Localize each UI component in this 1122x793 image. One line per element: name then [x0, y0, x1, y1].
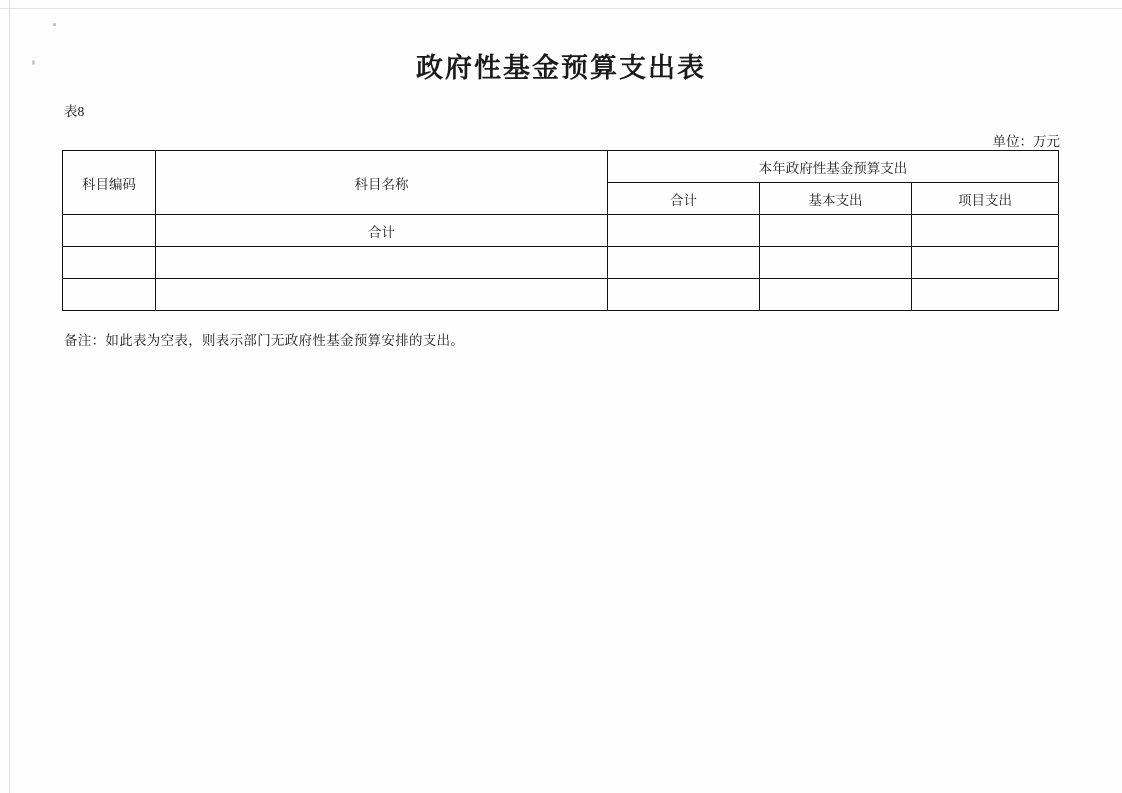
- header-cell-basic: 基本支出: [760, 183, 912, 215]
- scan-speck-icon: [53, 23, 56, 26]
- cell-basic: [760, 247, 912, 279]
- cell-total: [608, 247, 760, 279]
- budget-table: [62, 150, 1059, 311]
- scan-edge-left: [9, 0, 10, 793]
- cell-basic: [760, 279, 912, 311]
- cell-total: [608, 279, 760, 311]
- header-cell-name: 科目名称: [156, 151, 608, 215]
- table-header-row-1: [63, 151, 1059, 183]
- cell-code: [63, 247, 156, 279]
- cell-project: [912, 279, 1059, 311]
- table-footnote: 备注：如此表为空表，则表示部门无政府性基金预算安排的支出。: [64, 333, 465, 348]
- cell-project: [912, 215, 1059, 247]
- cell-code: [63, 279, 156, 311]
- scan-edge-top: [0, 8, 1122, 9]
- budget-table-container: [62, 150, 1058, 311]
- table-row: [63, 215, 1059, 247]
- table-row: [63, 279, 1059, 311]
- table-number-label: 表8: [64, 104, 85, 119]
- cell-basic: [760, 215, 912, 247]
- cell-total: [608, 215, 760, 247]
- cell-project: [912, 247, 1059, 279]
- unit-label: 单位：万元: [992, 134, 1060, 149]
- header-cell-group: 本年政府性基金预算支出: [608, 151, 1059, 183]
- page-title: 政府性基金预算支出表: [416, 53, 706, 84]
- cell-name: 合计: [156, 215, 608, 247]
- header-cell-code: 科目编码: [63, 151, 156, 215]
- header-cell-total: 合计: [608, 183, 760, 215]
- header-cell-project: 项目支出: [912, 183, 1059, 215]
- cell-name: [156, 279, 608, 311]
- cell-name: [156, 247, 608, 279]
- cell-code: [63, 215, 156, 247]
- table-row: [63, 247, 1059, 279]
